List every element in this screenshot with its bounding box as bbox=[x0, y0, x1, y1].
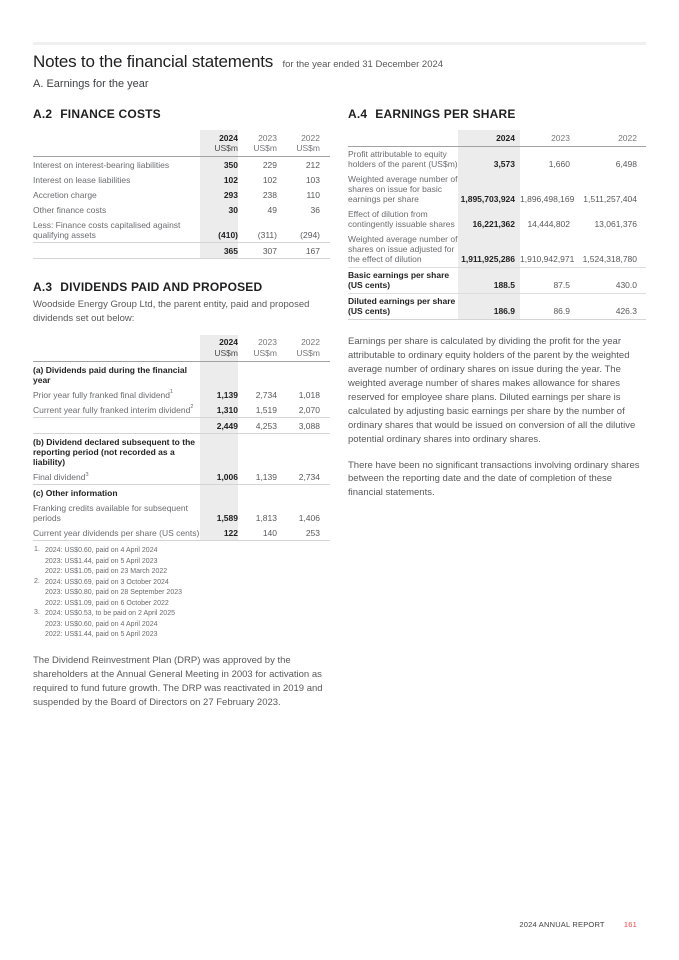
heading-finance-costs bbox=[33, 107, 330, 121]
subsection-label: (a) Dividends paid during the financial year bbox=[33, 364, 187, 385]
value-2024: 122 bbox=[200, 525, 238, 541]
row-label: Profit attributable to equity holders of the parent (US$m) bbox=[348, 149, 458, 170]
section-row bbox=[33, 434, 330, 470]
dividends-intro: Woodside Energy Group Ltd, the parent entity, paid and proposed dividends set out below: bbox=[33, 299, 310, 325]
footnote-marker: 1 bbox=[170, 389, 174, 396]
subtotal-2023: 4,253 bbox=[238, 418, 284, 434]
right-column bbox=[348, 107, 646, 710]
value-2022: 2,070 bbox=[284, 402, 330, 418]
value-2024: 1,006 bbox=[200, 469, 238, 485]
total-2023: 307 bbox=[238, 243, 284, 259]
value-2023: (311) bbox=[238, 217, 284, 243]
col-header-2022: 2022 bbox=[575, 130, 646, 146]
col-header-2024: 2024 US$m bbox=[200, 130, 238, 157]
value-2022: 1,524,318,780 bbox=[575, 232, 646, 268]
table-row bbox=[348, 146, 646, 172]
value-2024: 293 bbox=[200, 187, 238, 202]
table-row bbox=[33, 217, 330, 243]
value-2023: 87.5 bbox=[520, 267, 575, 293]
report-title: 2024 ANNUAL REPORT bbox=[519, 920, 605, 929]
footnote-marker: 3 bbox=[85, 471, 89, 478]
value-2022: 426.3 bbox=[575, 293, 646, 319]
value-2023: 238 bbox=[262, 189, 277, 200]
row-label: Prior year fully franked final dividend$^1$ bbox=[33, 389, 174, 400]
row-label: Current year fully franked interim dividend$^2$ bbox=[33, 402, 200, 418]
subtotal-2024: 2,449 bbox=[200, 418, 238, 434]
row-label: Diluted earnings per share (US cents) bbox=[348, 293, 458, 319]
table-header-row bbox=[33, 130, 330, 157]
basic-eps-row bbox=[348, 267, 646, 293]
footnote-3: 3. 2024: US$0.53, to be paid on 2 April 2025 2023: US$0.60, paid on 4 April 2024 2022: US$1.44, paid on 5 April 2023 bbox=[34, 609, 175, 639]
col-header-2023: 2023 bbox=[520, 130, 575, 146]
value-2023: 86.9 bbox=[520, 293, 575, 319]
col-header-2023: 2023 US$m bbox=[238, 130, 284, 157]
heading-earnings-per-share bbox=[348, 107, 646, 121]
value-2023: 140 bbox=[238, 525, 284, 541]
total-row bbox=[33, 243, 330, 259]
value-2022: 1,511,257,404 bbox=[583, 194, 637, 205]
page-footer bbox=[519, 920, 637, 929]
value-2024: 1,310 bbox=[200, 402, 238, 418]
value-2023: 1,813 bbox=[255, 512, 277, 523]
eps-explanation-paragraph: Earnings per share is calculated by dividing the profit for the year attributable to ordinary equity holders of the parent by the weighted average number of ordinary shares on issue during the year. The weighted average number of shares makes allowance for shares reserved for employee share plans. Diluted earnings per share is calculated by adjusting basic earnings per share by the number of ordinary shares that would be issued on conversion of all the dilutive potential ordinary shares into ordinary shares. bbox=[348, 335, 636, 445]
value-2022: 13,061,376 bbox=[594, 219, 637, 230]
table-row bbox=[33, 172, 330, 187]
value-2023: 229 bbox=[262, 159, 277, 170]
value-2022: 1,406 bbox=[298, 512, 320, 523]
row-label: Weighted average number of shares on issue for basic earnings per share bbox=[348, 174, 458, 205]
value-2022: 212 bbox=[305, 159, 320, 170]
value-2024: 30 bbox=[200, 202, 238, 217]
dividends-table bbox=[33, 335, 330, 542]
value-2022: 253 bbox=[284, 525, 330, 541]
value-2024: 1,139 bbox=[200, 387, 238, 402]
section-title: EARNINGS PER SHARE bbox=[375, 107, 516, 121]
value-2023: 1,660 bbox=[548, 159, 570, 170]
page-title: Notes to the financial statements bbox=[33, 52, 274, 71]
document-header bbox=[0, 0, 679, 90]
value-2024: 102 bbox=[200, 172, 238, 187]
value-2023: 2,734 bbox=[255, 389, 277, 400]
drp-paragraph: The Dividend Reinvestment Plan (DRP) was approved by the shareholders at the Annual General Meeting in 2003 for activation as required to fund future growth. The DRP was reactivated in 2019 and suspended by the Board of Directors on 27 February 2023. bbox=[33, 654, 323, 708]
footnote-2: 2. 2024: US$0.69, paid on 3 October 2024 2023: US$0.80, paid on 28 September 2023 2022: US$1.09, paid on 6 October 2022 bbox=[34, 577, 182, 607]
table-row bbox=[33, 402, 330, 418]
value-2024: 1,911,925,286 bbox=[458, 232, 520, 268]
value-2024: 1,589 bbox=[200, 500, 238, 525]
row-label: Interest on interest-bearing liabilities bbox=[33, 159, 170, 170]
section-row bbox=[33, 362, 330, 388]
subtotal-2022: 3,088 bbox=[284, 418, 330, 434]
section-number: A.2 bbox=[33, 107, 53, 121]
value-2022: 430.0 bbox=[575, 267, 646, 293]
table-row bbox=[348, 172, 646, 207]
section-group-label: A. Earnings for the year bbox=[33, 78, 149, 90]
value-2022: 1,018 bbox=[298, 389, 320, 400]
table-row bbox=[33, 500, 330, 525]
section-number: A.4 bbox=[348, 107, 368, 121]
section-number: A.3 bbox=[33, 280, 53, 295]
subtotal-row bbox=[33, 418, 330, 434]
page-number: 161 bbox=[623, 920, 637, 929]
value-2022: (294) bbox=[284, 217, 330, 243]
diluted-eps-row bbox=[348, 293, 646, 319]
heading-dividends bbox=[33, 280, 330, 294]
value-2024: 188.5 bbox=[458, 267, 520, 293]
row-label: Final dividend$^3$ bbox=[33, 469, 200, 485]
table-row bbox=[348, 207, 646, 232]
table-row bbox=[348, 232, 646, 268]
value-2024: 16,221,362 bbox=[458, 207, 520, 232]
value-2023: 49 bbox=[267, 204, 277, 215]
section-title: DIVIDENDS PAID AND PROPOSED bbox=[60, 280, 263, 295]
reporting-period: for the year ended 31 December 2024 bbox=[282, 59, 444, 70]
value-2022: 6,498 bbox=[615, 159, 637, 170]
two-column-layout bbox=[0, 107, 679, 710]
table-row bbox=[33, 387, 330, 402]
col-header-2024: 2024 US$m bbox=[200, 335, 238, 362]
value-2023: 1,519 bbox=[238, 402, 284, 418]
section-row bbox=[33, 485, 330, 501]
footnotes bbox=[33, 546, 330, 641]
col-header-2022: 2022 US$m bbox=[284, 130, 330, 157]
value-2022: 2,734 bbox=[284, 469, 330, 485]
subsection-label: (b) Dividend declared subsequent to the reporting period (not recorded as a liability) bbox=[33, 436, 195, 467]
dividends-section bbox=[33, 280, 330, 709]
row-label: Other finance costs bbox=[33, 204, 107, 215]
footnote-marker: 2 bbox=[190, 404, 194, 411]
value-2022: 36 bbox=[310, 204, 320, 215]
section-title: FINANCE COSTS bbox=[60, 107, 161, 121]
row-label: Effect of dilution from contingently issuable shares bbox=[348, 209, 455, 230]
table-header-row bbox=[348, 130, 646, 146]
value-2022: 103 bbox=[305, 174, 320, 185]
row-label: Accretion charge bbox=[33, 189, 97, 200]
total-2022: 167 bbox=[284, 243, 330, 259]
value-2024: 350 bbox=[200, 157, 238, 173]
table-row bbox=[33, 202, 330, 217]
top-divider bbox=[33, 42, 646, 45]
table-row bbox=[33, 187, 330, 202]
row-label: Current year dividends per share (US cents) bbox=[33, 525, 200, 541]
subsection-label: (c) Other information bbox=[33, 487, 118, 498]
total-2024: 365 bbox=[200, 243, 238, 259]
earnings-per-share-table bbox=[348, 130, 646, 320]
value-2023: 1,139 bbox=[238, 469, 284, 485]
value-2024: (410) bbox=[200, 217, 238, 243]
eps-no-transactions-paragraph: There have been no significant transactions involving ordinary shares between the reporting date and the date of completion of these financial statements. bbox=[348, 459, 640, 499]
value-2023: 1,896,498,169 bbox=[520, 194, 575, 205]
table-row bbox=[33, 469, 330, 485]
row-label: Less: Finance costs capitalised against qualifying assets bbox=[33, 217, 200, 243]
table-row bbox=[33, 525, 330, 541]
value-2023: 14,444,802 bbox=[527, 219, 570, 230]
col-header-2022: 2022 US$m bbox=[284, 335, 330, 362]
row-label: Franking credits available for subsequent periods bbox=[33, 502, 188, 523]
table-row bbox=[33, 157, 330, 173]
row-label: Weighted average number of shares on issue adjusted for the effect of dilution bbox=[348, 232, 458, 268]
value-2024: 1,895,703,924 bbox=[458, 172, 520, 207]
left-column bbox=[33, 107, 330, 710]
table-header-row bbox=[33, 335, 330, 362]
col-header-2023: 2023 US$m bbox=[238, 335, 284, 362]
value-2023: 1,910,942,971 bbox=[520, 232, 575, 268]
value-2022: 110 bbox=[306, 189, 320, 200]
value-2023: 102 bbox=[262, 174, 277, 185]
row-label: Basic earnings per share (US cents) bbox=[348, 267, 458, 293]
col-header-2024: 2024 bbox=[458, 130, 520, 146]
row-label: Interest on lease liabilities bbox=[33, 174, 131, 185]
value-2024: 3,573 bbox=[458, 146, 520, 172]
footnote-1: 1. 2024: US$0.60, paid on 4 April 2024 2023: US$1.44, paid on 5 April 2023 2022: US$1.05, paid on 23 March 2022 bbox=[34, 546, 168, 576]
value-2024: 186.9 bbox=[458, 293, 520, 319]
column-gap bbox=[330, 107, 348, 710]
finance-costs-table bbox=[33, 130, 330, 259]
